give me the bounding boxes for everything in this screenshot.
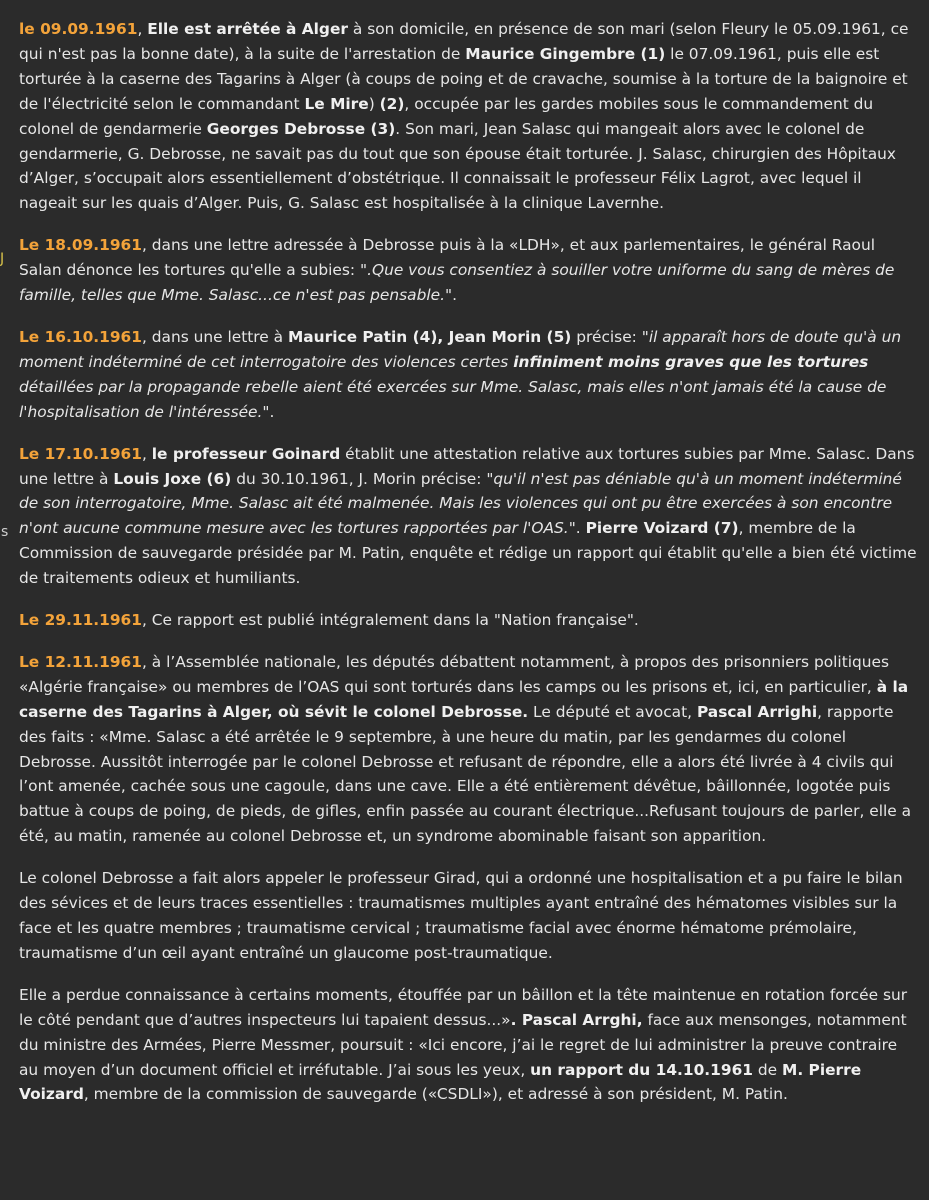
bold-name: Le Mire xyxy=(304,94,369,113)
margin-marker-s: s xyxy=(1,524,9,540)
text-span: , xyxy=(137,20,148,38)
quote-text: "qu'il n'est pas déniable qu'à un moment indéterminé de son interrogatoire, Mme. Salasc ait été malmenée. Mais les violences qui ont pu être exercées à son encontre n'ont aucune commune mesure avec les tortures rapportées par l'OAS." xyxy=(19,469,902,538)
bold-name: Pierre Voizard (7) xyxy=(585,519,739,538)
date-label: Le 18.09.1961 xyxy=(19,236,142,255)
quote-text: ".Que vous consentiez à souiller votre uniforme du sang de mères de famille, telles que Mme. Salasc...ce n'est pas pensable." xyxy=(19,261,895,305)
text-span: , à l’Assemblée nationale, les députés débattent notamment, à propos des prisonniers politiques «Algérie française» ou membres de l’OAS qui sont torturés dans les camps ou les prisons et, ici, en particulier, xyxy=(19,652,890,696)
bold-name: Louis Joxe (6) xyxy=(113,469,232,488)
text-span: . xyxy=(452,286,458,305)
date-label: Le 16.10.1961 xyxy=(19,327,142,346)
text-span: , Ce rapport est publié intégralement dans la "Nation française". xyxy=(141,611,639,630)
text-span: . xyxy=(269,402,275,421)
date-label: Le 29.11.1961 xyxy=(19,611,142,630)
text-span: . Son mari, Jean Salasc qui mangeait alors avec le colonel de gendarmerie, G. Debrosse, ne savait pas du tout que son épouse était torturée. J. Salasc, chirurgien des Hôpitaux d’Alger, s’occupait alors essentiellement d’obstétrique. Il connaissait le professeur Félix Lagrot, avec lequel il nageait sur les quais d’Alger. Puis, G. Salasc est hospitalisée à la clinique Lavernhe. xyxy=(19,119,897,213)
text-span: du 30.10.1961, J. Morin précise: xyxy=(231,469,487,488)
paragraph-1 xyxy=(19,17,919,216)
text-span: , occupée par les gardes mobiles sous le commandement du colonel de gendarmerie xyxy=(19,94,874,138)
date-label: Le 17.10.1961 xyxy=(19,444,142,463)
bold-name: . Pascal Arrghi, xyxy=(510,1010,643,1029)
date-label: le 09.09.1961 xyxy=(19,20,138,38)
bold-name: Maurice Gingembre (1) xyxy=(465,44,666,63)
text-span: , rapporte des faits : «Mme. Salasc a été arrêtée le 9 septembre, à une heure du matin, par les gendarmes du colonel Debrosse. Aussitôt interrogée par le colonel Debrosse et refusant de répondre, elle a alors été livrée à 4 civils qui l’ont amenée, cachée sous une cagoule, dans une cave. Elle a été entièrement dévêtue, bâillonnée, logotée puis battue à coups de poing, de pieds, de gifles, enfin passée au courant électrique...Refusant toujours de parler, elle a été, au matin, ramenée au colonel Debrosse et, un syndrome abominable faisant son apparition. xyxy=(19,702,912,846)
paragraph-5 xyxy=(19,608,919,633)
text-span: ) xyxy=(368,94,380,113)
quote-text: "il apparaît hors de doute qu'à un moment indéterminé de cet interrogatoire des violences certes xyxy=(19,327,902,371)
text-span: le 07.09.1961, puis elle est torturée à la caserne des Tagarins à Alger (à coups de poing et de cravache, soumise à la torture de la baignoire et de l'électricité selon le commandant xyxy=(19,44,908,113)
text-span: Le député et avocat, xyxy=(528,702,697,721)
text-span: précise: xyxy=(571,327,642,346)
paragraph-8 xyxy=(19,983,919,1108)
paragraph-7 xyxy=(19,866,919,966)
bold-text: un rapport du 14.10.1961 xyxy=(530,1060,753,1079)
text-span: Le colonel Debrosse a fait alors appeler le professeur Girad, qui a ordonné une hospitalisation et a pu faire le bilan des sévices et de leurs traces essentielles : traumatismes multiples ayant entraîné des hématomes visibles sur la face et les quatre membres ; traumatisme cervical ; traumatisme facial avec énorme hématome prémolaire, traumatisme d’un œil ayant entraîné un glaucome post-traumatique. xyxy=(19,869,903,962)
paragraph-4 xyxy=(19,442,919,591)
text-span: , xyxy=(141,444,152,463)
paragraph-2 xyxy=(19,233,919,308)
text-span: établit une attestation relative aux tortures subies par Mme. Salasc. Dans une lettre à xyxy=(19,444,915,488)
bold-name: Maurice Patin (4), Jean Morin (5) xyxy=(287,327,572,346)
text-span: de xyxy=(752,1060,783,1079)
text-span: à son domicile, en présence de son mari (selon Fleury le 05.09.1961, ce qui n'est pas la bonne date), à la suite de l'arrestation de xyxy=(19,20,909,63)
bold-name: le professeur Goinard xyxy=(151,444,341,463)
text-span: . xyxy=(575,519,586,538)
text-span: , dans une lettre adressée à Debrosse puis à la «LDH», et aux parlementaires, le général Raoul Salan dénonce les tortures qu'elle a subies: xyxy=(19,236,875,280)
paragraph-6 xyxy=(19,650,919,849)
text-span: , dans une lettre à xyxy=(141,327,288,346)
paragraph-3 xyxy=(19,325,919,425)
margin-marker-u: J xyxy=(0,251,5,267)
bold-quote-text: infiniment moins graves que les tortures xyxy=(513,352,869,371)
text-span: face aux mensonges, notamment du ministre des Armées, Pierre Messmer, poursuit : «Ici encore, j’ai le regret de lui administrer la preuve contraire au moyen d’un document officiel et irréfutable. J’ai sous les yeux, xyxy=(19,1010,907,1079)
bold-name: Pascal Arrighi xyxy=(696,702,818,721)
text-span: , membre de la commission de sauvegarde («CSDLI»), et adressé à son président, M. Patin. xyxy=(83,1085,788,1104)
bold-name: Georges Debrosse (3) xyxy=(206,119,396,138)
text-span: Elle a perdue connaissance à certains moments, étouffée par un bâillon et la tête maintenue en rotation forcée sur le côté pendant que d’autres inspecteurs lui tapaient dessus...» xyxy=(19,985,908,1029)
bold-text: à la caserne des Tagarins à Alger, où sévit le colonel Debrosse. xyxy=(19,677,909,721)
date-label: Le 12.11.1961 xyxy=(19,652,142,671)
bold-name: M. Pierre Voizard xyxy=(19,1060,862,1104)
quote-text: détaillées par la propagande rebelle aient été exercées sur Mme. Salasc, mais elles n'ont jamais été la cause de l'hospitalisation de l'intéressée." xyxy=(19,377,887,421)
bold-ref: (2) xyxy=(379,94,405,113)
bold-text: Elle est arrêtée à Alger xyxy=(147,20,348,38)
text-span: , membre de la Commission de sauvegarde présidée par M. Patin, enquête et rédige un rapport qui établit qu'elle a bien été victime de traitements odieux et humiliants. xyxy=(19,519,917,588)
article-body xyxy=(19,17,919,1124)
